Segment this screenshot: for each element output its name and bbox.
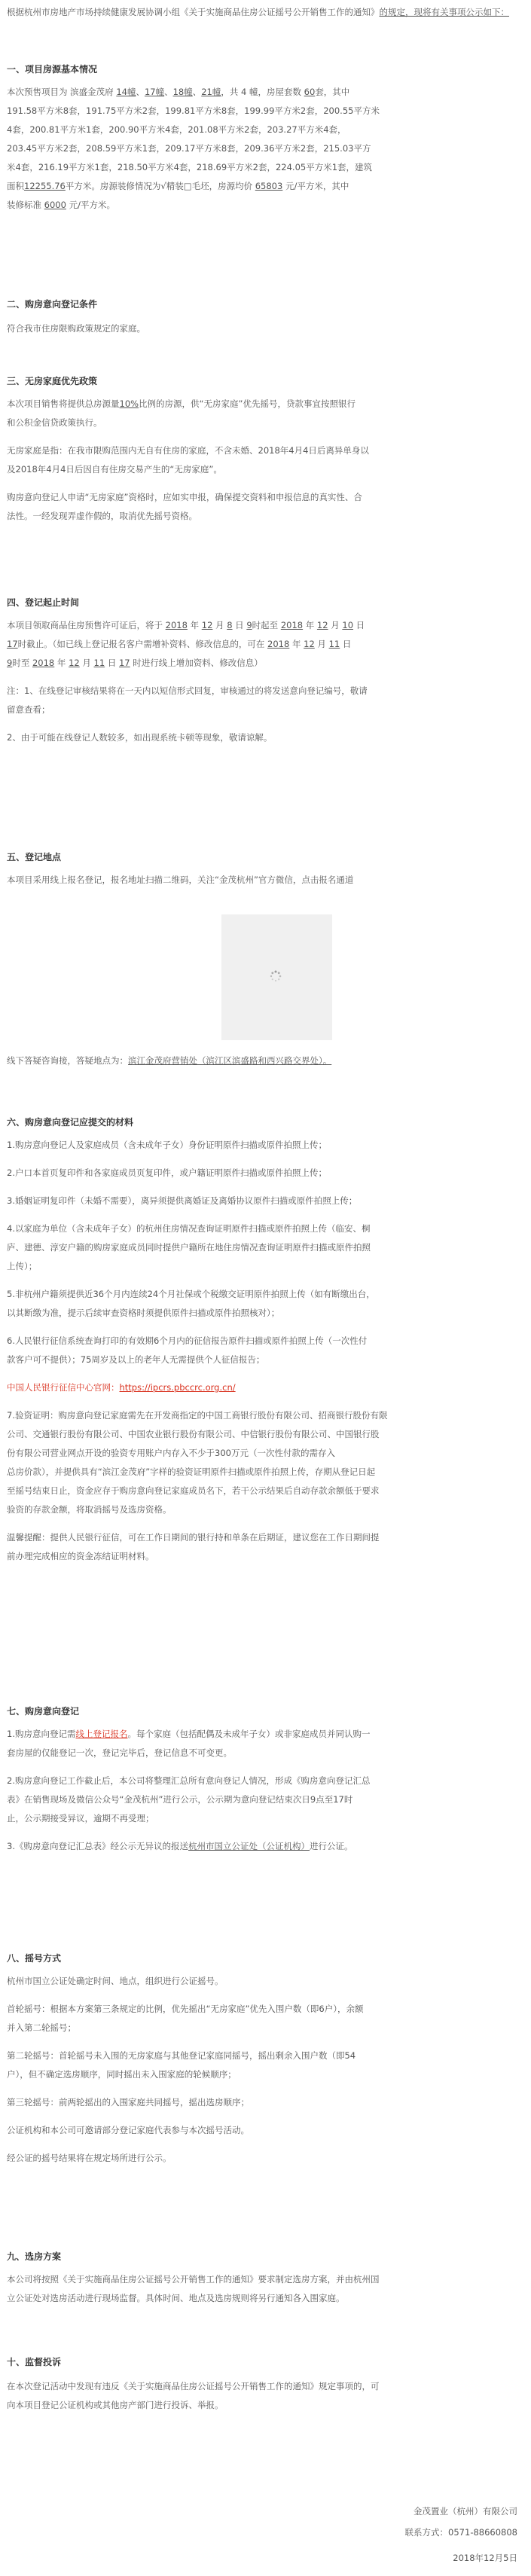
section-2-body: 符合我市住房限购政策规定的家庭。 [7,323,145,334]
company-signature: 金茂置业（杭州）有限公司 [414,2506,517,2516]
credit-center-link[interactable]: https://ipcrs.pbccrc.org.cn/ [119,1382,236,1393]
consult-location-link[interactable]: 滨江金茂府营销处（滨江区滨盛路和西兴路交界处）。 [128,1055,332,1066]
section-3-body: 本次项目销售将提供总房源量10%比例的房源，供“无房家庭”优先摇号，贷款事宜按照银行 和公积金信贷政策执行。 无房家庭是指：在我市限购范围内无自有住房的家庭，不含未婚、2018年4月4日后离异单身以 及2018年4月4日后因自有住房交易产生的“无房家庭”。 购房意向登记人申请“无房家庭”资格时，应如实申报，确保提交资料和申报信息的真实性、合 法性。一经发现弄虚作假的，取消优先摇号资格。 [7,398,369,521]
section-8-body: 杭州市国立公证处确定时间、地点，组织进行公证摇号。 首轮摇号：根据本方案第三条规定的比例，优先摇出“无房家庭”优先入围户数（即6户），余额 并入第二轮摇号； 第二轮摇号：首轮摇号未入围的无房家庭与其他登记家庭同摇号，摇出剩余入围户数（即54 户），但不确定选房顺序，同时摇出未入围家庭的轮候顺序； 第三轮摇号：前两轮摇出的入围家庭共同摇号，摇出选房顺序； 公证机构和本公司可邀请部分登记家庭代表参与本次摇号活动。 经公证的摇号结果将在规定场所进行公示。 [7,1976,364,2163]
qr-code-image[interactable] [221,914,332,1040]
online-register-link[interactable]: 线上登记报名 [75,1729,128,1739]
section-2-title: 二、购房意向登记条件 [7,299,98,310]
section-8-title: 八、摇号方式 [7,1953,62,1964]
section-6-title: 六、购房意向登记应提交的材料 [7,1117,134,1128]
section-9-title: 九、选房方案 [7,2251,62,2262]
section-10-body: 在本次登记活动中发现有违反《关于实施商品住房公证摇号公开销售工作的通知》规定事项的，可 向本项目登记公证机构或其他房产部门进行投诉、举报。 [7,2381,380,2410]
policy-doc-title: 的规定，现将有关事项公示如下： [379,7,509,17]
section-4-title: 四、登记起止时间 [7,597,80,608]
intro-paragraph: 根据杭州市房地产市场持续健康发展协调小组《关于实施商品住房公证摇号公开销售工作的通知》的规定，现将有关事项公示如下： [7,7,509,17]
contact-phone: 联系方式：0571-88660808 [404,2527,517,2538]
section-5-title: 五、登记地点 [7,852,62,862]
section-4-body: 本项目领取商品住房预售许可证后，将于 2018 年 12 月 8 日 9时起至 2018 年 12 月 10 日 17时截止。（如已线上登记报名客户需增补资料、修改信息的，可在 2018 年 12 月 11 日 9时至 2018 年 12 月 11 日 17 时进行线上增加资料、修改信息） 注：1、在线登记审核结果将在一天内以短信形式回复，审核通过的将发送意向登记编号，敬请 留意查看； 2、由于可能在线登记人数较多，如出现系统卡顿等现象，敬请谅解。 [7,620,368,743]
section-9-body: 本公司将按照《关于实施商品住房公证摇号公开销售工作的通知》要求制定选房方案，并由杭州国 立公证处对选房活动进行现场监督。具体时间、地点及选房规则将另行通知各入围家庭。 [7,2274,380,2303]
section-7-body: 1.购房意向登记需线上登记报名。每个家庭（包括配偶及未成年子女）或非家庭成员并同认购一 套房屋的仅能登记一次，登记完毕后，登记信息不可变更。 2.购房意向登记工作截止后，本公司将整理汇总所有意向登记人情况，形成《购房意向登记汇总 表》在销售现场及微信公众号“金茂杭州”进行公示，公示期为意向登记结束次日9点至17时 止，公示期接受异议，逾期不再受理； 3.《购房意向登记汇总表》经公示无异议的报送杭州市国立公证处（公证机构）进行公证。 [7,1729,371,1851]
section-5-body: 本项目采用线上报名登记，报名地址扫描二维码，关注“金茂杭州”官方微信，点击报名通道 [7,874,354,885]
notary-office-name: 杭州市国立公证处（公证机构） [188,1841,310,1851]
loading-icon [270,970,282,982]
section-1-title: 一、项目房源基本情况 [7,64,98,75]
section-3-title: 三、无房家庭优先政策 [7,376,98,386]
section-7-title: 七、购房意向登记 [7,1706,80,1717]
publish-date: 2018年12月5日 [453,2553,517,2563]
credit-center-label: 中国人民银行征信中心官网： [7,1382,120,1393]
section-1-body: 本次预售项目为 滨盛金茂府 14幢、17幢、18幢、21幢，共 4 幢，房屋套数 60套，其中 191.58平方米8套，191.75平方米2套，199.81平方米8套，199.99平方米2套，200.55平方米 4套，200.81平方米1套，200.90平方米4套，201.08平方米2套，203.27平方米4套， 203.45平方米2套，208.59平方米1套，209.17平方米8套，209.36平方米2套，215.03平方 米4套，216.19平方米1套，218.50平方米4套，218.69平方米2套，224.05平方米1套，建筑 面积12255.76平方米。房源装修情况为√精装□毛坯，房源均价 65803 元/平方米，其中 装修标准 6000 元/平方米。 [7,87,380,210]
section-6-body: 1.购房意向登记人及家庭成员（含未成年子女）身份证明原件扫描或原件拍照上传； 2.户口本首页复印件和各家庭成员页复印件，或户籍证明原件扫描或原件拍照上传； 3.婚姻证明复印件（未婚不需要），离异须提供离婚证及离婚协议原件扫描或原件拍照上传； 4.以家庭为单位（含未成年子女）的杭州住房情况查询证明原件扫描或原件拍照上传（临安、桐 庐、建德、淳安户籍的购房家庭成员同时提供户籍所在地住房情况查询证明原件扫描或原件拍照 上传）； 5.非杭州户籍须提供近36个月内连续24个月社保或个税缴交证明原件拍照上传（如有断缴出台， 以其断缴为准，提示后续审查资格时须提供原件扫描或原件拍照核对）； 6.人民银行征信系统查询打印的有效期6个月内的征信报告原件扫描或原件拍照上传（一次性付 款客户可不提供）；75周岁及以上的老年人无需提供个人征信报告； 中国人民银行征信中心官网：https://ipcrs.pbccrc.org.cn/ 7.验资证明：购房意向登记家庭需先在开发商指定的中国工商银行股份有限公司、招商银行股份有限 公司、交通银行股份有限公司、中国农业银行股份有限公司、中信银行股份有限公司、中国银行股 份有限公司营业网点开设的验资专用账户内存入不少于300万元（一次性付款的需存入 总房价款），并提供具有“滨江金茂府”字样的验资证明原件扫描或原件拍照上传，存期从登记日起 至摇号结束日止，资金应存于购房意向登记家庭成员名下，若干公示结果后自动存款余额低于要求 验资的存款金额，将取消摇号及选房资格。 温馨提醒：提供人民银行征信，可在工作日期间的银行持和单条在后期证，建议您在工作日期间提 前办理完成相应的资金冻结证明材料。 [7,1140,388,1561]
section-10-title: 十、监督投诉 [7,2357,62,2367]
consult-location: 线下答疑咨询接，答疑地点为：滨江金茂府营销处（滨江区滨盛路和西兴路交界处）。 [7,1055,332,1066]
